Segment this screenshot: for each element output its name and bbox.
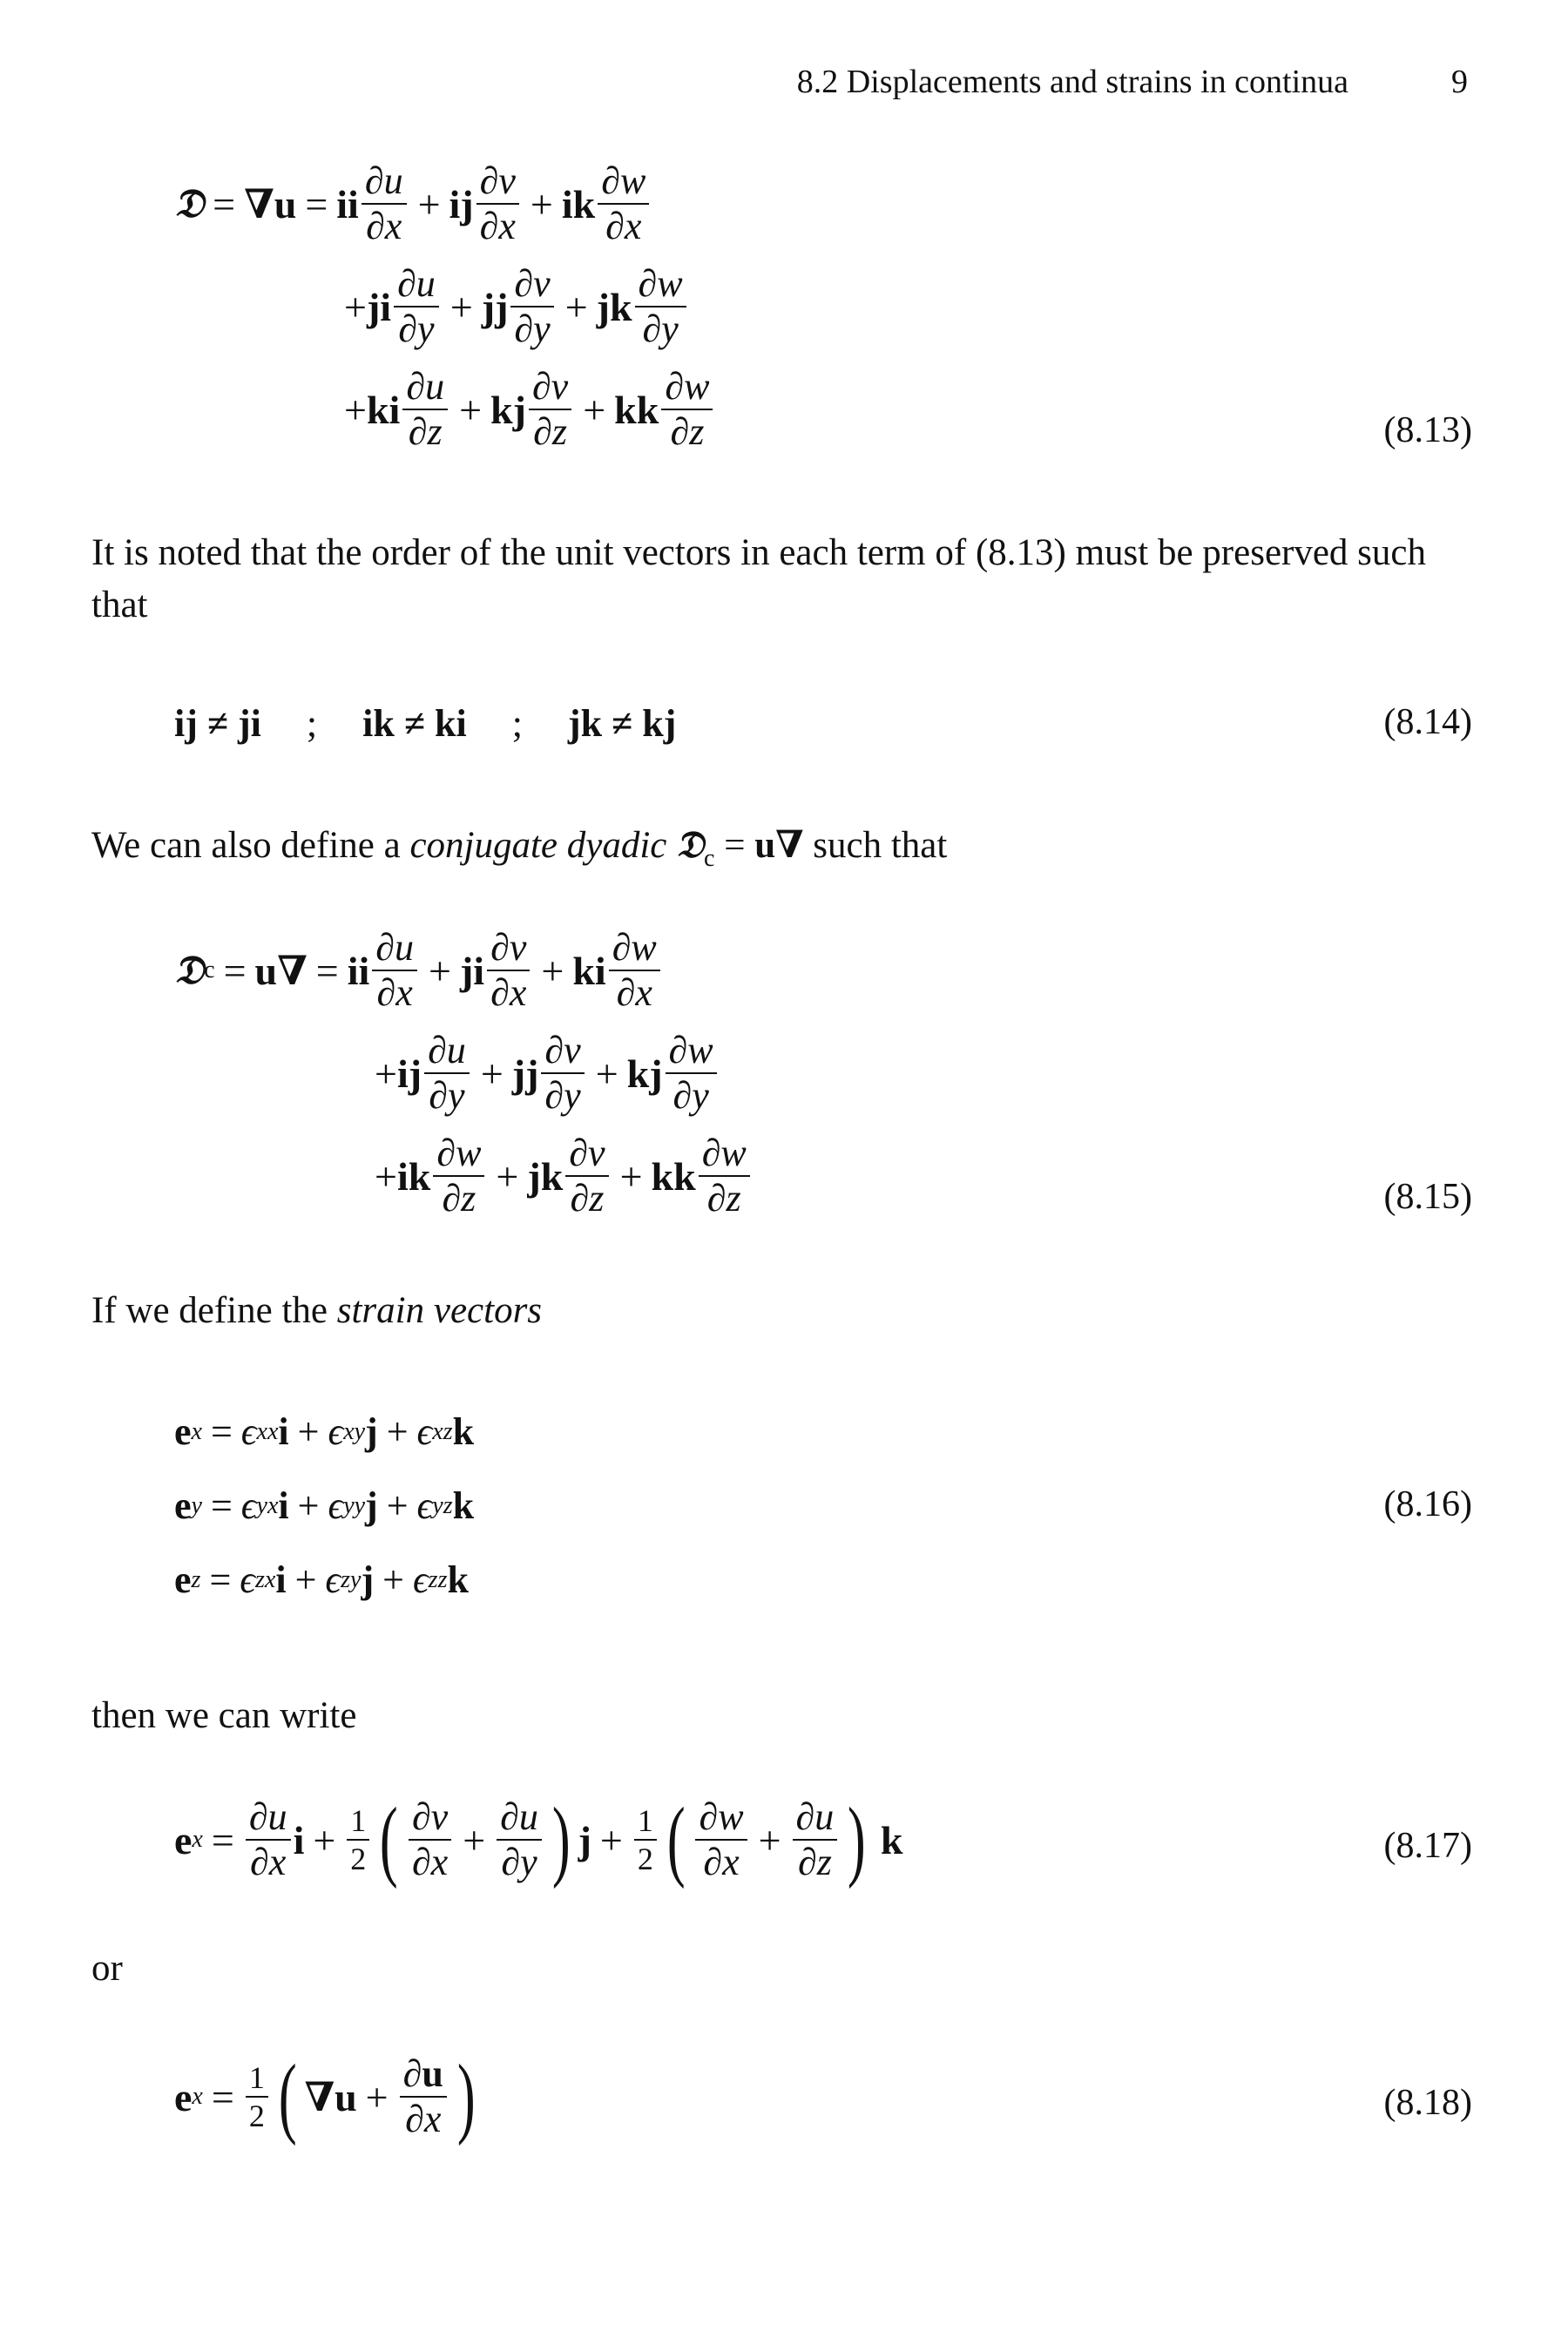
eq-8-14-part-1: ij ≠ ji (174, 702, 261, 745)
eq-8-15-row-1: 𝔇 c = u∇ = ii $\frac{\partial u}{\partial x}$ + ji $\frac{\partial v}{\partial x}$ + ki $\frac{\partial w}{\partial x}$ (174, 928, 663, 1013)
paragraph-strain-vectors (91, 1285, 1477, 1337)
paragraph-text: We can also define a (91, 825, 410, 866)
equation-8-14 (0, 701, 1568, 754)
equation-8-18 (0, 2046, 1568, 2173)
eq-8-14-part-2: ik ≠ ki (362, 702, 467, 745)
equation-8-17 (0, 1789, 1568, 1916)
term-conjugate-dyadic: conjugate dyadic (409, 825, 667, 866)
paragraph-conjugate-dyadic: We can also define a conjugate dyadic 𝔇$_c$ = u∇ such that (91, 823, 948, 872)
eq-8-18-body: e x = $\frac{1}{2}$ ( ∇u + $\frac{\partial u}{\partial x}$ ) (174, 2046, 476, 2146)
paragraph-order-note: It is noted that the order of the unit vectors in each term of (8.13) must be preserved such that (91, 532, 1427, 625)
paragraph-text: If we define the (91, 1290, 337, 1331)
equation-number: (8.17) (1383, 1826, 1472, 1866)
equation-number: (8.14) (1383, 702, 1472, 742)
equation-8-13 (0, 161, 1568, 483)
equation-number: (8.16) (1383, 1484, 1472, 1524)
eq-8-15-row-2: + ij $\frac{\partial u}{\partial y}$ + jj $\frac{\partial v}{\partial y}$ + kj $\frac{\partial w}{\partial y}$ (375, 1031, 720, 1116)
eq-8-14-sep-2: ; (511, 702, 523, 745)
eq-8-15-row-3: + ik $\frac{\partial w}{\partial z}$ + jk $\frac{\partial v}{\partial z}$ + kk $\frac{\partial w}{\partial z}$ (375, 1133, 753, 1219)
equation-number: (8.15) (1383, 1177, 1472, 1217)
running-title: 8.2 Displacements and strains in continua (796, 64, 1348, 100)
eq-8-16-row-3: e z = ϵ zx i + ϵ zy j + ϵ zz k (174, 1558, 469, 1601)
eq-8-13-row-2: + ji $\frac{\partial u}{\partial y}$ + jj $\frac{\partial v}{\partial y}$ + jk $\frac{\partial w}{\partial y}$ (344, 264, 689, 349)
eq-8-14-part-3: jk ≠ kj (567, 702, 677, 745)
paragraph-text: such that (803, 825, 948, 866)
term-strain-vectors: strain vectors (336, 1290, 543, 1331)
equation-8-16 (0, 1409, 1568, 1619)
equation-8-15 (0, 928, 1568, 1250)
running-header (0, 63, 1568, 115)
eq-8-13-row-1: 𝔇 = ∇u = ii $\frac{\partial u}{\partial x}$ + ij $\frac{\partial v}{\partial x}$ + ik $\frac{\partial w}{\partial x}$ (174, 161, 652, 247)
eq-8-16-row-2: e y = ϵ yx i + ϵ yy j + ϵ yz k (174, 1484, 475, 1527)
equation-number: (8.13) (1383, 410, 1472, 450)
eq-8-14-body (174, 701, 676, 746)
paragraph-then: then we can write (91, 1695, 357, 1736)
eq-8-17-body: e x = $\frac{\partial u}{\partial x}$ i + $\frac{1}{2}$ ( $\frac{\partial v}{\partial x}$ + $\frac{\partial u}{\partial y}$ ) j + $\frac{1}{2}$ ( $\frac{\partial w}{\partial x}$ + $\frac{\partial u}{\partial z}$ ) k (174, 1789, 903, 1889)
eq-8-14-sep-1: ; (306, 702, 318, 745)
paragraph-or: or (91, 1948, 123, 1989)
eq-8-16-row-1: e x = ϵ xx i + ϵ xy j + ϵ xz k (174, 1410, 475, 1453)
page-number: 9 (1451, 64, 1468, 100)
equation-number: (8.18) (1383, 2083, 1472, 2123)
eq-8-13-row-3: + ki $\frac{\partial u}{\partial z}$ + kj $\frac{\partial v}{\partial z}$ + kk $\frac{\partial w}{\partial z}$ (344, 367, 715, 452)
